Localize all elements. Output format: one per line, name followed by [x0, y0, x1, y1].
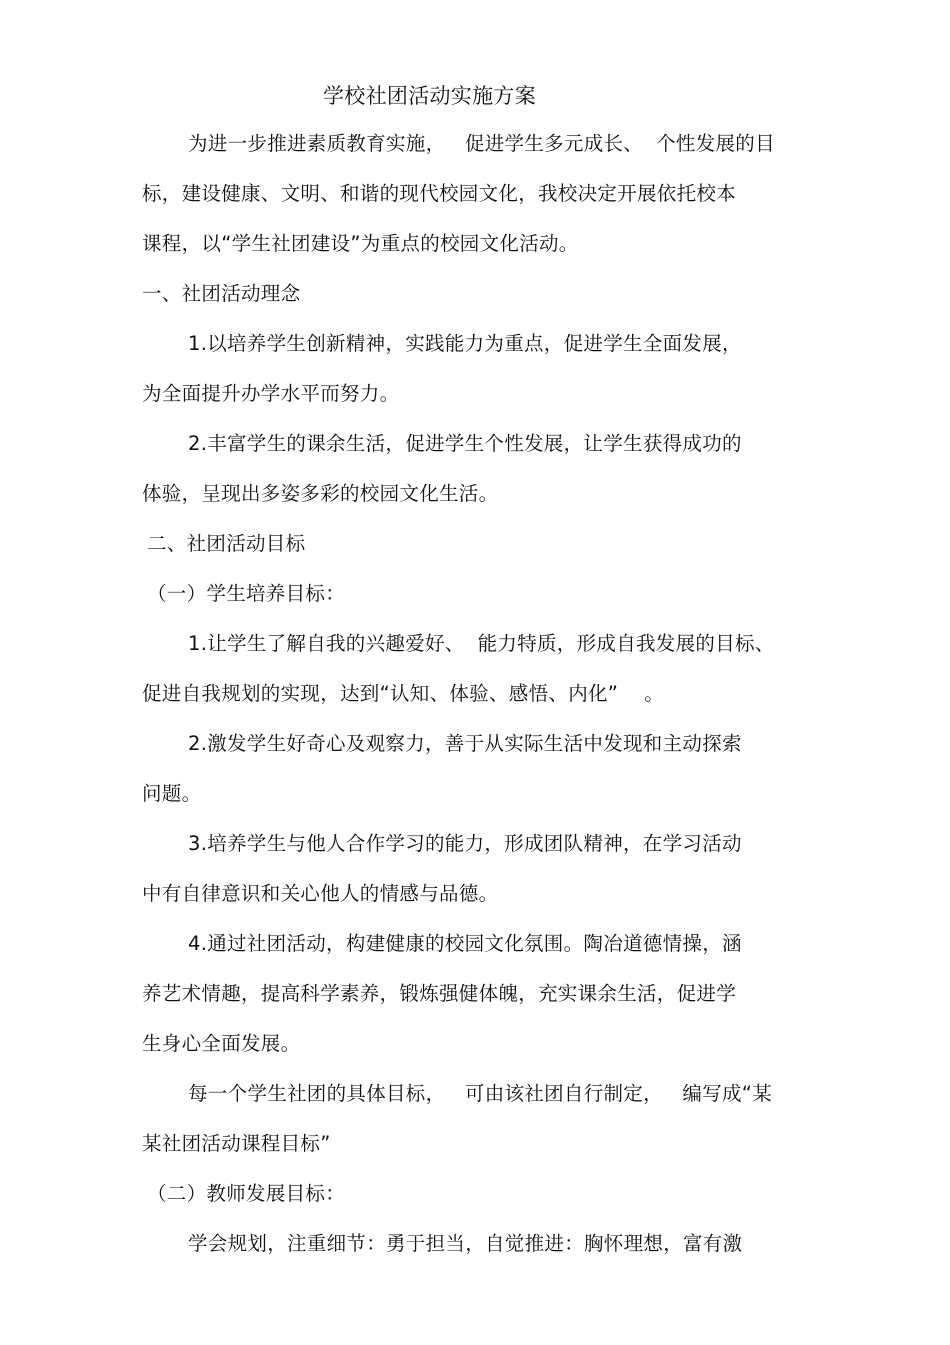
- goal-1-line-2: 促进自我规划的实现，达到“认知、体验、感悟、内化” 。: [142, 682, 664, 705]
- paragraph-intro-line-2: 标，建设健康、文明、和谐的现代校园文化，我校决定开展依托校本: [142, 182, 737, 205]
- item-2-line-2: 体验，呈现出多姿多彩的校园文化生活。: [142, 482, 499, 505]
- subsection-heading-students: （一）学生培养目标：: [147, 582, 346, 605]
- club-goal-line-2: 某社团活动课程目标”: [142, 1132, 331, 1155]
- club-goal-line-1: 每一个学生社团的具体目标， 可由该社团自行制定， 编写成“某: [188, 1082, 772, 1105]
- item-1-line-1: 1.以培养学生创新精神，实践能力为重点，促进学生全面发展，: [188, 332, 742, 355]
- goal-2-line-1: 2.激发学生好奇心及观察力，善于从实际生活中发现和主动探索: [188, 732, 742, 755]
- paragraph-intro-line-3: 课程，以“学生社团建设”为重点的校园文化活动。: [142, 232, 579, 255]
- subsection-heading-teachers: （二）教师发展目标：: [147, 1182, 346, 1205]
- paragraph-intro-line-1: 为进一步推进素质教育实施， 促进学生多元成长、 个性发展的目: [188, 132, 775, 155]
- goal-4-line-1: 4.通过社团活动，构建健康的校园文化氛围。陶冶道德情操，涵: [188, 932, 742, 955]
- goal-4-line-2: 养艺术情趣，提高科学素养，锻炼强健体魄，充实课余生活，促进学: [142, 982, 737, 1005]
- item-2-line-1: 2.丰富学生的课余生活，促进学生个性发展，让学生获得成功的: [188, 432, 742, 455]
- teacher-goal-line-1: 学会规划，注重细节：勇于担当，自觉推进：胸怀理想，富有激: [188, 1232, 743, 1255]
- goal-1-line-1: 1.让学生了解自我的兴趣爱好、 能力特质，形成自我发展的目标、: [188, 632, 775, 655]
- goal-3-line-1: 3.培养学生与他人合作学习的能力，形成团队精神，在学习活动: [188, 832, 742, 855]
- goal-3-line-2: 中有自律意识和关心他人的情感与品德。: [142, 882, 499, 905]
- item-1-line-2: 为全面提升办学水平而努力。: [142, 382, 400, 405]
- document-title: 学校社团活动实施方案: [323, 84, 536, 108]
- section-heading-2: 二、社团活动目标: [147, 532, 306, 555]
- section-heading-1: 一、社团活动理念: [142, 282, 301, 305]
- goal-4-line-3: 生身心全面发展。: [142, 1032, 301, 1055]
- goal-2-line-2: 问题。: [142, 782, 202, 805]
